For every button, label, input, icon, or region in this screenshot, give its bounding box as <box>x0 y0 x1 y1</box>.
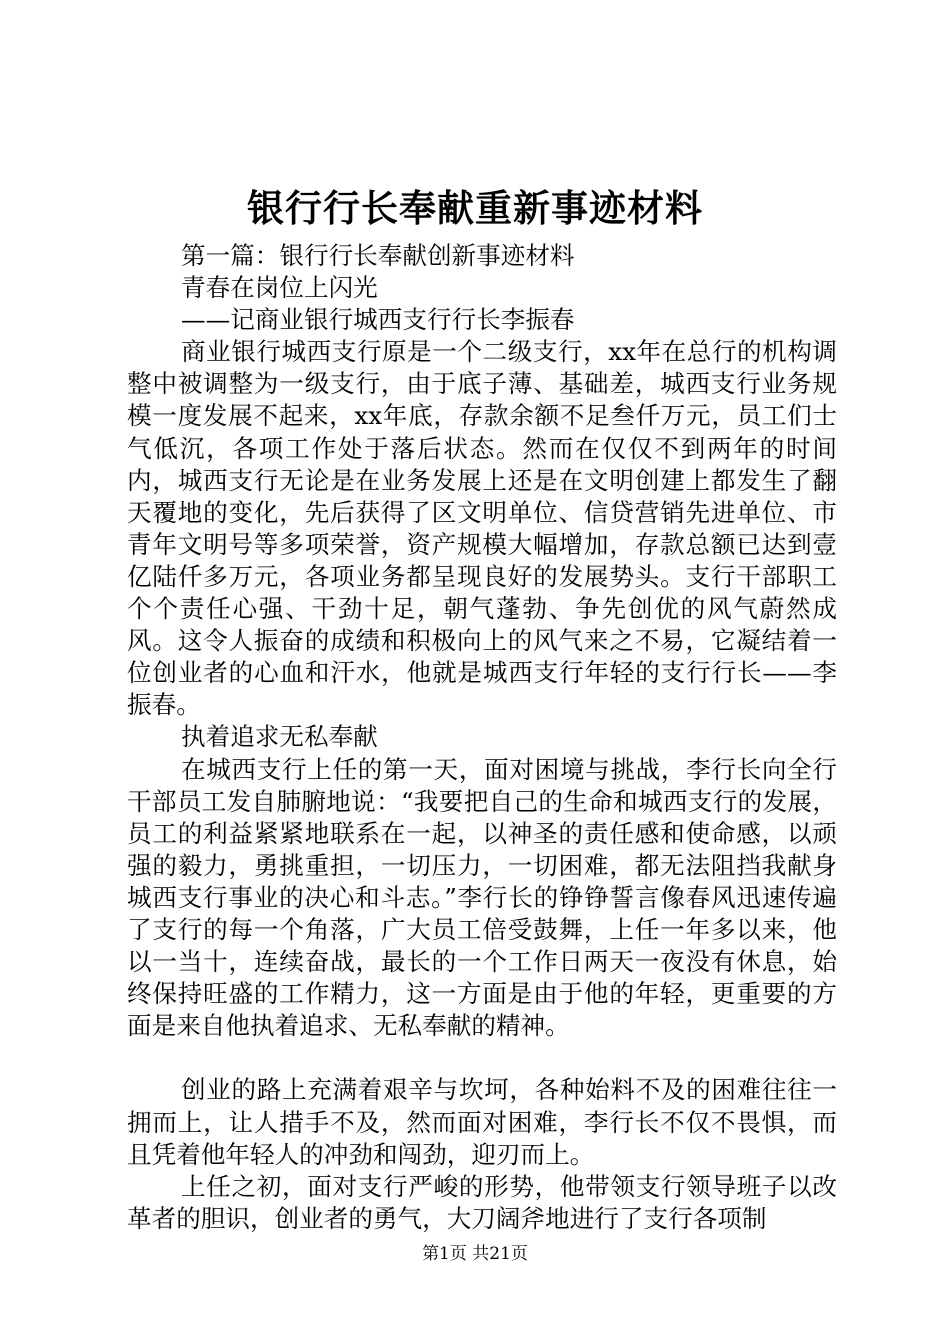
paragraph: 创业的路上充满着艰辛与坎坷，各种始料不及的困难往往一拥而上，让人措手不及，然而面对困难，李行长不仅不畏惧，而且凭着他年轻人的冲劲和闯劲，迎刃而上。 <box>127 1075 837 1169</box>
blank-line <box>127 1042 837 1074</box>
part-heading: 第一篇：银行行长奉献创新事迹材料 <box>181 241 575 270</box>
article-subtitle: 青春在岗位上闪光 <box>181 273 378 303</box>
paragraph: 在城西支行上任的第一天，面对困境与挑战，李行长向全行干部员工发自肺腑地说：“我要把自己的生命和城西支行的发展，员工的利益紧紧地联系在一起，以神圣的责任感和使命感，以顽强的毅力，勇挑重担，一切压力，一切困难，都无法阻挡我献身城西支行事业的决心和斗志。”李行长的铮铮誓言像春风迅速传遍了支行的每一个角落，广大员工倍受鼓舞，上任一年多以来，他以一当十，连续奋战，最长的一个工作日两天一夜没有休息，始终保持旺盛的工作精力，这一方面是由于他的年轻，更重要的方面是来自他执着追求、无私奉献的精神。 <box>127 754 837 1041</box>
page-footer: 第1页 共21页 <box>422 1244 528 1264</box>
paragraph: 商业银行城西支行原是一个二级支行，xx年在总行的机构调整中被调整为一级支行，由于底子薄、基础差，城西支行业务规模一度发展不起来，xx年底，存款余额不足叁仟万元，员工们士气低沉，各项工作处于落后状态。然而在仅仅不到两年的时间内，城西支行无论是在业务发展上还是在文明创建上都发生了翻天覆地的变化，先后获得了区文明单位、信贷营销先进单位、市青年文明号等多项荣誉，资产规模大幅增加，存款总额已达到壹亿陆仟多万元，各项业务都呈现良好的发展势头。支行干部职工个个责任心强、干劲十足，朝气蓬勃、争先创优的风气蔚然成风。这令人振奋的成绩和积极向上的风气来之不易，它凝结着一位创业者的心血和汗水，他就是城西支行年轻的支行行长——李振春。 <box>127 337 837 720</box>
document-title: 银行行长奉献重新事迹材料 <box>247 186 703 230</box>
paragraph: 上任之初，面对支行严峻的形势，他带领支行领导班子以改革者的胆识，创业者的勇气，大刀阔斧地进行了支行各项制 <box>127 1171 837 1233</box>
section-heading: 执着追求无私奉献 <box>181 722 378 752</box>
document-body <box>127 240 837 1235</box>
article-byline: ——记商业银行城西支行行长李振春 <box>181 305 575 335</box>
